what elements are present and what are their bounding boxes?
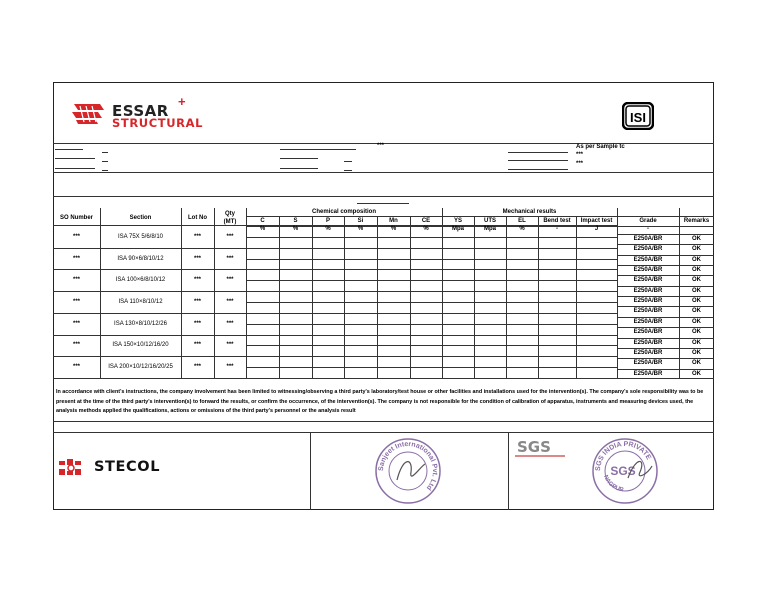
column-header-mech: EL bbox=[518, 218, 526, 224]
column-header-chem: Si bbox=[357, 218, 364, 224]
qty-cell: *** bbox=[226, 342, 234, 349]
row-divider bbox=[246, 356, 617, 357]
unit-chem: % bbox=[259, 226, 266, 232]
lot-no-cell: *** bbox=[193, 364, 201, 371]
lot-no-cell: *** bbox=[193, 320, 201, 327]
row-divider bbox=[246, 367, 617, 368]
column-header-grade: Grade bbox=[639, 218, 657, 224]
isi-mark-text: ISI bbox=[630, 110, 646, 125]
row-divider bbox=[246, 324, 617, 325]
remarks-cell: OK bbox=[692, 349, 701, 356]
section-cell: ISA 100×6/8/10/12 bbox=[115, 277, 166, 284]
brand-top: ESSAR bbox=[112, 102, 169, 120]
sample-value: *** bbox=[576, 152, 584, 158]
signature-icon bbox=[397, 462, 425, 480]
lot-no-cell: *** bbox=[193, 342, 201, 349]
sample-label: As per Sample tc bbox=[576, 144, 625, 150]
grade-cell: E250A/BR bbox=[633, 308, 663, 315]
lot-no-cell: *** bbox=[193, 277, 201, 284]
section-cell: ISA 200×10/12/16/20/25 bbox=[108, 364, 173, 371]
qty-cell: *** bbox=[226, 277, 234, 284]
row-divider bbox=[246, 248, 617, 249]
grade-cell: E250A/BR bbox=[633, 339, 663, 346]
column-header-chem: C bbox=[260, 218, 265, 224]
grade-cell: E250A/BR bbox=[633, 318, 663, 325]
divider bbox=[53, 421, 714, 422]
grid-line bbox=[506, 216, 507, 378]
unit-grade: - bbox=[647, 226, 649, 232]
sgs-seal-bottom: NAGPUR bbox=[602, 474, 625, 494]
column-header-remarks: Remarks bbox=[683, 218, 710, 224]
field-underline bbox=[55, 168, 95, 169]
sample-value: *** bbox=[576, 161, 584, 167]
unit-chem: % bbox=[357, 226, 364, 232]
column-header-chem: S bbox=[293, 218, 298, 224]
unit-mech: - bbox=[556, 226, 558, 232]
remarks-cell: OK bbox=[692, 329, 701, 336]
footer-divider bbox=[310, 432, 311, 510]
grid-line bbox=[377, 216, 378, 378]
remarks-cell: OK bbox=[692, 256, 701, 263]
divider bbox=[53, 172, 714, 173]
field-underline bbox=[357, 203, 409, 204]
unit-mech: % bbox=[519, 226, 525, 232]
field-underline bbox=[508, 160, 568, 161]
essar-logo-mark bbox=[70, 100, 108, 126]
grid-line bbox=[442, 208, 443, 378]
remarks-cell: OK bbox=[692, 308, 701, 315]
column-header-mech: Impact test bbox=[580, 218, 613, 224]
unit-chem: % bbox=[292, 226, 299, 232]
grid-line bbox=[576, 216, 577, 378]
grid-line bbox=[474, 216, 475, 378]
sgs-seal-center: SGS bbox=[610, 464, 636, 478]
grade-cell: E250A/BR bbox=[633, 267, 663, 274]
grade-cell: E250A/BR bbox=[633, 236, 663, 242]
row-divider bbox=[246, 313, 617, 314]
field-underline bbox=[280, 168, 318, 169]
unit-mech: Mpa bbox=[484, 226, 496, 232]
remarks-cell: OK bbox=[692, 246, 701, 253]
field-underline bbox=[344, 170, 352, 171]
unit-chem: % bbox=[325, 226, 331, 232]
field-underline bbox=[102, 152, 108, 153]
grid-line bbox=[246, 208, 247, 378]
grade-cell: E250A/BR bbox=[633, 329, 663, 336]
lot-no-cell: *** bbox=[193, 299, 201, 305]
row-divider bbox=[53, 269, 246, 270]
grid-line bbox=[538, 216, 539, 378]
qty-cell: *** bbox=[226, 255, 234, 262]
sgs-seal-top: SGS INDIA PRIVATE bbox=[594, 440, 652, 472]
field-underline bbox=[508, 169, 568, 170]
grade-cell: E250A/BR bbox=[633, 298, 663, 305]
unit-chem: % bbox=[423, 226, 429, 232]
stecol-logo-icon bbox=[56, 457, 90, 479]
disclaimer-text: In accordance with client's instructions, the company involvement has been limited to witnessing/observing a third party's laboratory/test house or other facilities and installations used for the intervention(s). The company's sole responsibility was to be present at the time of the third party's intervention(s) to forward the results, or confirm the occurrence, of the intervention(s). The company is not responsible for the condition of calibration of apparatus, instruments and measuring devices used, the analysis methods applied the qualifications, actions or omissions of the third party's personnel or the analysis result bbox=[56, 389, 704, 415]
column-header-mech: Bend test bbox=[543, 218, 571, 224]
remarks-cell: OK bbox=[692, 287, 701, 294]
column-header-mech: UTS bbox=[484, 218, 496, 224]
grid-line bbox=[344, 216, 345, 378]
field-underline bbox=[508, 152, 568, 153]
row-divider bbox=[53, 313, 246, 314]
row-divider bbox=[246, 291, 617, 292]
column-header-chem: Mn bbox=[389, 218, 398, 224]
field-underline bbox=[280, 149, 356, 150]
column-header-so: SO Number bbox=[59, 215, 93, 221]
row-divider bbox=[246, 378, 617, 379]
lot-no-cell: *** bbox=[193, 233, 201, 240]
divider bbox=[53, 196, 714, 197]
field-underline bbox=[55, 149, 83, 150]
remarks-cell: OK bbox=[692, 318, 701, 325]
column-header-chem: CE bbox=[421, 218, 431, 224]
so-number-cell: *** bbox=[72, 342, 80, 349]
isi-mark-icon bbox=[622, 102, 654, 130]
sgs-underline bbox=[515, 455, 565, 457]
so-number-cell: *** bbox=[72, 364, 80, 371]
grade-cell: E250A/BR bbox=[633, 287, 663, 294]
row-divider bbox=[246, 269, 617, 270]
row-divider bbox=[246, 280, 617, 281]
section-cell: ISA 90×6/8/10/12 bbox=[117, 255, 164, 262]
remarks-cell: OK bbox=[692, 360, 701, 367]
remarks-cell: OK bbox=[692, 339, 701, 346]
stecol-name: STECOL bbox=[94, 459, 161, 475]
group-mechanical-results: Mechanical results bbox=[502, 209, 557, 215]
unit-mech: Mpa bbox=[452, 226, 464, 232]
row-divider bbox=[53, 291, 246, 292]
sgs-logo: SGS bbox=[517, 438, 551, 456]
so-number-cell: *** bbox=[72, 233, 80, 240]
remarks-cell: OK bbox=[692, 370, 701, 377]
column-header-mech: YS bbox=[453, 218, 462, 224]
stamp-text: Sanjeet International Pvt. Ltd bbox=[377, 440, 439, 492]
field-underline bbox=[102, 161, 108, 162]
row-divider bbox=[246, 302, 617, 303]
column-header-chem: P bbox=[325, 218, 330, 224]
grid-line bbox=[410, 216, 411, 378]
remarks-cell: OK bbox=[692, 236, 701, 242]
grid-line bbox=[312, 216, 313, 378]
grade-cell: E250A/BR bbox=[633, 246, 663, 253]
brand-bottom: STRUCTURAL bbox=[112, 116, 204, 130]
row-divider bbox=[53, 335, 246, 336]
grade-cell: E250A/BR bbox=[633, 256, 663, 263]
column-header-section: Section bbox=[129, 215, 152, 221]
row-divider bbox=[246, 259, 617, 260]
remarks-cell: OK bbox=[692, 277, 701, 284]
row-divider bbox=[53, 248, 246, 249]
so-number-cell: *** bbox=[72, 255, 80, 262]
qty-cell: *** bbox=[226, 233, 234, 240]
unit-chem: % bbox=[390, 226, 397, 232]
section-cell: ISA 150×10/12/16/20 bbox=[112, 342, 169, 349]
column-header-qty: Qty (MT) bbox=[223, 211, 237, 225]
field-underline bbox=[55, 158, 95, 159]
section-cell: ISA 110×8/10/12 bbox=[118, 299, 163, 305]
lot-no-cell: *** bbox=[193, 255, 201, 262]
remarks-cell: OK bbox=[692, 298, 701, 305]
row-divider bbox=[53, 356, 246, 357]
section-cell: ISA 75X 5/6/8/10 bbox=[117, 233, 164, 240]
unit-mech: J bbox=[594, 226, 599, 232]
sgs-seal-icon bbox=[590, 436, 660, 506]
brand-plus-icon: + bbox=[178, 94, 186, 109]
qty-cell: *** bbox=[226, 320, 234, 327]
column-header-lot: Lot No bbox=[188, 215, 207, 221]
field-underline bbox=[102, 170, 108, 171]
so-number-cell: *** bbox=[72, 299, 80, 305]
footer-divider bbox=[508, 432, 509, 510]
so-number-cell: *** bbox=[72, 320, 80, 327]
divider bbox=[53, 432, 714, 433]
section-cell: ISA 130×8/10/12/26 bbox=[114, 320, 167, 327]
grade-cell: E250A/BR bbox=[633, 349, 663, 356]
field-underline bbox=[344, 161, 352, 162]
row-divider bbox=[246, 345, 617, 346]
group-chemical-composition: Chemical composition bbox=[311, 209, 376, 215]
remarks-cell: OK bbox=[692, 267, 701, 274]
grade-cell: E250A/BR bbox=[633, 370, 663, 377]
qty-cell: *** bbox=[226, 364, 234, 371]
so-number-cell: *** bbox=[72, 277, 80, 284]
row-divider bbox=[246, 237, 617, 238]
row-divider bbox=[246, 335, 617, 336]
grade-cell: E250A/BR bbox=[633, 360, 663, 367]
header-value: *** bbox=[377, 143, 385, 149]
field-underline bbox=[280, 158, 318, 159]
qty-cell: *** bbox=[226, 299, 234, 305]
company-stamp-icon bbox=[373, 436, 443, 506]
grade-cell: E250A/BR bbox=[633, 277, 663, 284]
grid-line bbox=[279, 216, 280, 378]
